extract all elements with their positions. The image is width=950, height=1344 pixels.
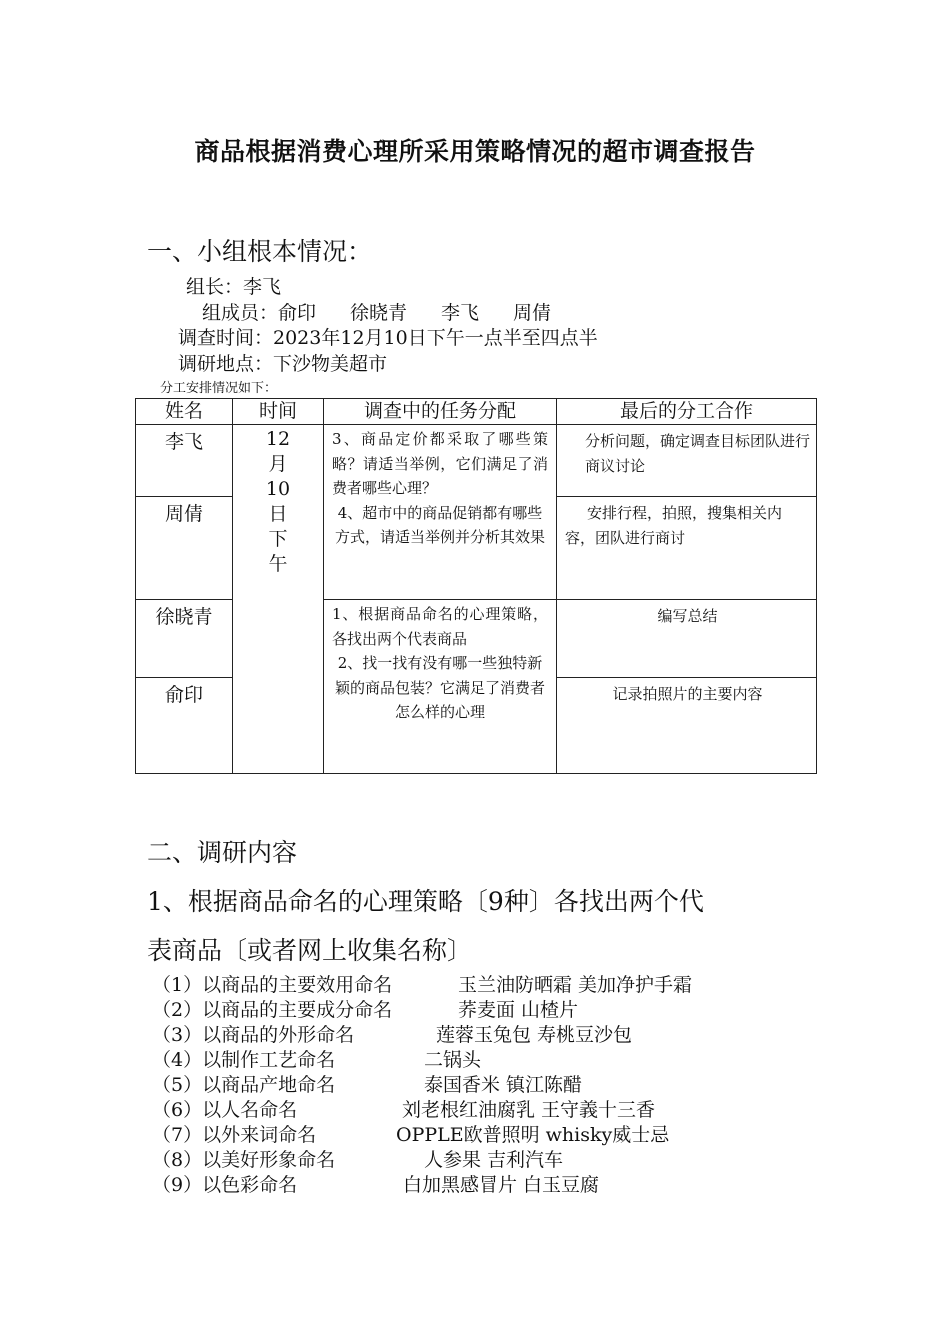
survey-time-line: 调查时间：2023年12月10日下午一点半至四点半 [178, 327, 598, 349]
task-cell [324, 425, 557, 600]
subsection-line-2: 表商品〔或者网上收集名称〕 [147, 936, 473, 965]
coop-cell: 分析问题，确定调查目标团队进行商议讨论 [557, 425, 817, 497]
member-name: 徐晓青 [350, 302, 408, 324]
table-row [136, 425, 817, 497]
leader-line: 组长：李飞 [186, 276, 282, 298]
member-name: 周倩 [513, 302, 552, 324]
report-title: 商品根据消费心理所采用策略情况的超市调查报告 [194, 137, 756, 166]
subsection-line-1: 1、根据商品命名的心理策略〔9种〕各找出两个代 [147, 887, 704, 916]
coop-cell: 编写总结 [557, 600, 817, 678]
division-note: 分工安排情况如下： [160, 381, 278, 396]
name-cell: 徐晓青 [136, 600, 233, 678]
header-coop: 最后的分工合作 [557, 399, 817, 425]
name-cell: 俞印 [136, 678, 233, 774]
coop-cell: 安排行程，拍照，搜集相关内容，团队进行商讨 [557, 497, 817, 600]
document-page: 商品根据消费心理所采用策略情况的超市调查报告 一、小组根本情况： 组长：李飞 组成员：俞印 徐晓青 李飞 周倩 调查时间：2023年12月10日下午一点半至四点半 调研地点：下沙物美超市 分工安排情况如下： 姓名 时间 调查中的任务分配 最后的分工合作 李飞 12 月 10 日 下 午 3、商品定价都采取了哪些策略？请适当举例，它们满足了消费者哪些心理？ 4、超市中的商品促销都有哪些方式，请适当举例并分析其效果 分析问题，确定调查目标团队进行商议讨论 周倩 安排行程，拍照，搜集相关内容，团队进行商讨 徐晓青 1、根据商品命名的心理策略，各找出两个代表商品 2、找一找有没有哪一些独特新颖的商品包装？它满足了消费者怎么样的心理 编写总结 俞印 记录拍照片的主要内容 二、调研内容 1、根据商品命名的心理策略〔9种〕各找出两个代 表商品〔或者网上收集名称〕 （1）以商品的主要效用命名 玉兰油防晒霜 美加净护手霜 （2）以商品的主要成分命名 荞麦面 山楂片 （3）以商品的外形命名 莲蓉玉兔包 寿桃豆沙包 （4）以制作工艺命名 二锅头 （5）以商品产地命名 泰国香米 镇江陈醋 （6）以人名命名 刘老根红油腐乳 王守義十三香 （7）以外来词命名 OPPLE欧普照明 whisky威士忌 （8）以美好形象命名 人参果 吉利汽车 （9）以色彩命名 白加黑感冒片 白玉豆腐 [0, 0, 950, 1344]
task-paragraph: 4、超市中的商品促销都有哪些方式，请适当举例并分析其效果 [334, 503, 545, 546]
members-label: 组成员：俞印 [202, 302, 317, 324]
name-cell: 李飞 [136, 425, 233, 497]
header-task: 调查中的任务分配 [324, 399, 557, 425]
coop-cell: 记录拍照片的主要内容 [557, 678, 817, 774]
header-time: 时间 [233, 399, 324, 425]
task-cell [324, 600, 557, 774]
members-line [202, 298, 551, 325]
table-header-row [136, 399, 817, 425]
section1-heading: 一、小组根本情况： [147, 237, 373, 266]
task-paragraph: 2、找一找有没有哪一些独特新颖的商品包装？它满足了消费者怎么样的心理 [334, 654, 545, 721]
division-table [135, 398, 817, 774]
survey-place-line: 调研地点：下沙物美超市 [178, 353, 388, 375]
time-cell: 12 月 10 日 下 午 [233, 425, 324, 774]
task-paragraph: 3、商品定价都采取了哪些策略？请适当举例，它们满足了消费者哪些心理？ [332, 430, 548, 497]
name-cell: 周倩 [136, 497, 233, 600]
member-name: 李飞 [441, 302, 480, 324]
task-paragraph: 1、根据商品命名的心理策略，各找出两个代表商品 [332, 605, 548, 648]
section2-heading: 二、调研内容 [147, 838, 298, 867]
header-name: 姓名 [136, 399, 233, 425]
